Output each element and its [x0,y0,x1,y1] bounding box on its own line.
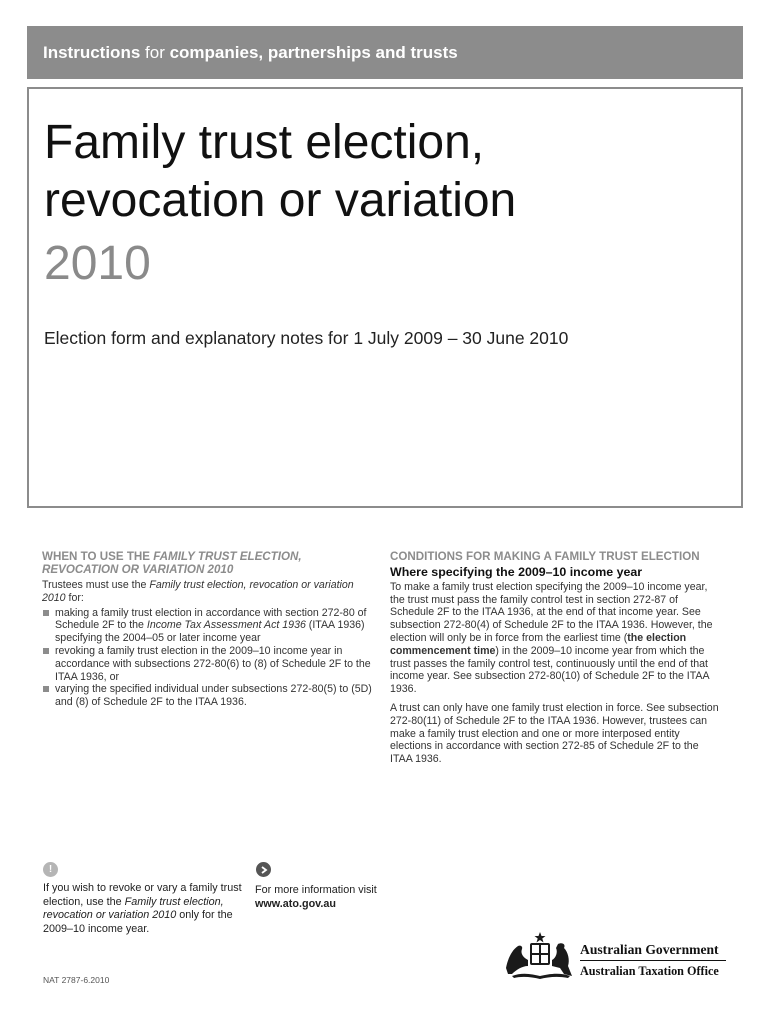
bullet1-a: making a family trust election in accordance with section 272-80 of Schedule 2F to the [55,606,367,632]
note-left-b: only for the 2009–10 income year. [43,909,233,935]
when-to-use-section [42,550,380,709]
intro-prefix: Trustees must use the [42,579,150,591]
list-item: varying the specified individual under subsections 272-80(5) to (5D) and (8) of Schedule 2F to the ITAA 1936. [42,683,380,709]
para1-b: ) in the 2009–10 income year from which the trust passes the family control test, continuously until the end of that income year. See subsection 272-80(10) of Schedule 2F to the ITAA 1936. [390,644,709,696]
subtitle: Election form and explanatory notes for 1 July 2009 – 30 June 2010 [44,328,569,348]
gov-line-2: Australian Taxation Office [580,964,719,978]
bullet1-italic: Income Tax Assessment Act 1936 [146,619,306,632]
conditions-para-1 [390,581,722,696]
when-to-use-heading-italic: FAMILY TRUST ELECTION, REVOCATION OR VARIATION 2010 [42,550,302,576]
when-to-use-heading-prefix: WHEN TO USE THE [42,550,154,563]
info-icon: ! [43,862,58,877]
title-line-2: revocation or variation [44,174,517,227]
arrow-right-icon [256,862,271,877]
coat-of-arms-icon [498,930,576,982]
conditions-subheading: Where specifying the 2009–10 income year [390,565,643,579]
banner-prefix: Instructions [43,42,141,62]
para1-a: To make a family trust election specifying the 2009–10 income year, the trust must pass the family control test in section 272-87 of Schedule 2F to the ITAA 1936, at the end of that income year. See subsection 272-80(4) of Schedule 2F to the ITAA 1936. However, the election will only be in force from the earliest time ( [390,580,713,644]
intro-italic: Family trust election, revocation or variation 2010 [42,579,354,604]
ato-website-link[interactable]: www.ato.gov.au [255,897,336,910]
banner-connector: for [140,42,170,62]
government-wordmark [580,942,726,979]
title-year: 2010 [44,237,151,290]
list-item: revoking a family trust election in the 2009–10 income year in accordance with subsections 272-80(6) to (8) of Schedule 2F to the ITAA 1936, or [42,645,380,683]
more-info-text: For more information visit [255,884,377,896]
list-item [42,607,380,645]
banner-suffix: companies, partnerships and trusts [169,42,458,62]
gov-line-1: Australian Government [580,942,726,961]
conditions-section [390,550,722,772]
more-info-note [255,884,455,911]
title-line-1: Family trust election, [44,116,485,169]
when-to-use-list [42,607,380,709]
bullet1-b: (ITAA 1936) specifying the 2004–05 or later income year [55,619,365,645]
note-left-italic: Family trust election, revocation or variation 2010 [43,895,224,922]
header-banner [27,26,743,79]
conditions-heading: CONDITIONS FOR MAKING A FAMILY TRUST ELECTION [390,550,700,563]
page-title [44,114,516,230]
government-logo [498,930,728,982]
intro-suffix: for: [65,591,84,604]
para1-bold: the election commencement time [390,631,687,657]
conditions-para-2: A trust can only have one family trust election in force. See subsection 272-80(11) of Schedule 2F to the ITAA 1936. However, trustees can make a family trust election and one or more interposed entity elections in accordance with section 272-85 of Schedule 2F to the ITAA 1936. [390,701,719,766]
when-to-use-heading [42,550,380,576]
nat-code: NAT 2787-6.2010 [43,975,110,985]
revoke-note [43,882,248,936]
when-to-use-intro [42,579,380,605]
note-left-a: If you wish to revoke or vary a family trust election, use the [43,882,242,908]
